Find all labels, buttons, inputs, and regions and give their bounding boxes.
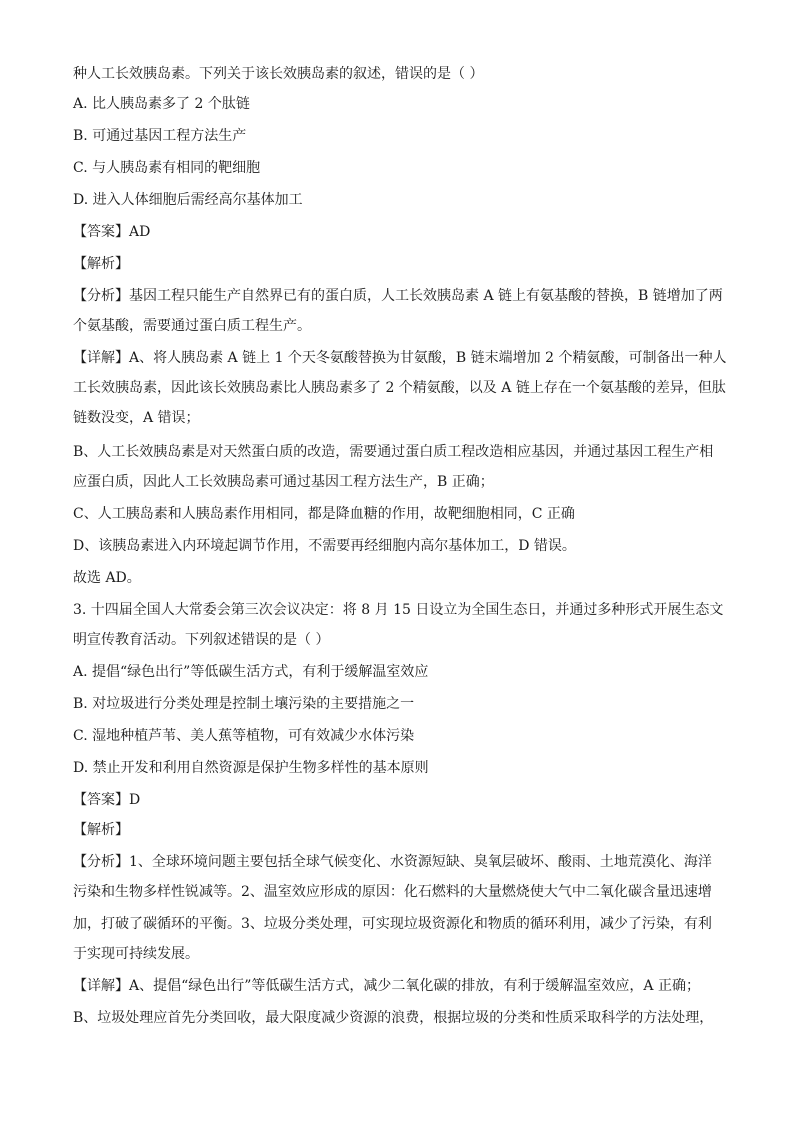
q3-xiangjie-line: 【详解】A、提倡“绿色出行”等低碳生活方式，减少二氧化碳的排放，有利于缓解温室效应，A 正确； (73, 978, 700, 994)
q3-answer: 【答案】D (73, 792, 141, 808)
q3-analysis-heading: 【解析】 (73, 822, 129, 838)
q3-fenxi-line: 于实现可持续发展。 (73, 946, 199, 962)
q2-xiangjie-line: 链数没变，A 错误； (73, 410, 200, 426)
q3-fenxi-line: 加，打破了碳循环的平衡。3、垃圾分类处理，可实现垃圾资源化和物质的循环利用，减少了污染，有利 (73, 916, 712, 932)
q2-stem-tail: 种人工长效胰岛素。下列关于该长效胰岛素的叙述，错误的是（ ） (73, 66, 484, 82)
q2-xiangjie-line: 应蛋白质，因此人工长效胰岛素可通过基因工程方法生产，B 正确； (73, 474, 494, 490)
q2-xiangjie-line: 工长效胰岛素，因此该长效胰岛素比人胰岛素多了 2 个精氨酸，以及 A 链上存在一个氨基酸的差异，但肽 (73, 380, 726, 396)
q2-option-d: D. 进入人体细胞后需经高尔基体加工 (73, 192, 303, 208)
q2-xiangjie-line: C、人工胰岛素和人胰岛素作用相同，都是降血糖的作用，故靶细胞相同，C 正确 (73, 506, 575, 522)
q2-xiangjie-line: 故选 AD。 (73, 570, 141, 586)
q2-fenxi-line: 【分析】基因工程只能生产自然界已有的蛋白质，人工长效胰岛素 A 链上有氨基酸的替换，B 链增加了两 (73, 288, 723, 304)
q2-analysis-heading: 【解析】 (73, 256, 129, 272)
q2-option-c: C. 与人胰岛素有相同的靶细胞 (73, 160, 261, 176)
q3-option-a: A. 提倡“绿色出行”等低碳生活方式，有利于缓解温室效应 (73, 664, 429, 680)
q3-option-b: B. 对垃圾进行分类处理是控制土壤污染的主要措施之一 (73, 696, 415, 712)
q3-stem-line: 3. 十四届全国人大常委会第三次会议决定：将 8 月 15 日设立为全国生态日，并通过多种形式开展生态文 (73, 602, 724, 618)
q2-xiangjie-line: B、人工长效胰岛素是对天然蛋白质的改造，需要通过蛋白质工程改造相应基因，并通过基因工程生产相 (73, 444, 714, 460)
q3-option-c: C. 湿地种植芦苇、美人蕉等植物，可有效减少水体污染 (73, 728, 415, 744)
q2-xiangjie-line: D、该胰岛素进入内环境起调节作用，不需要再经细胞内高尔基体加工，D 错误。 (73, 538, 576, 554)
q3-stem-line: 明宣传教育活动。下列叙述错误的是（ ） (73, 632, 330, 648)
q2-xiangjie-line: 【详解】A、将人胰岛素 A 链上 1 个天冬氨酸替换为甘氨酸，B 链末端增加 2 个精氨酸，可制备出一种人 (73, 350, 727, 366)
q3-xiangjie-line: B、垃圾处理应首先分类回收，最大限度减少资源的浪费，根据垃圾的分类和性质采取科学的方法处理， (73, 1010, 714, 1026)
q2-option-a: A. 比人胰岛素多了 2 个肽链 (73, 96, 250, 112)
q3-fenxi-line: 【分析】1、全球环境问题主要包括全球气候变化、水资源短缺、臭氧层破坏、酸雨、土地荒漠化、海洋 (73, 854, 712, 870)
q2-answer: 【答案】AD (73, 224, 151, 240)
q3-option-d: D. 禁止开发和利用自然资源是保护生物多样性的基本原则 (73, 760, 429, 776)
q2-option-b: B. 可通过基因工程方法生产 (73, 128, 247, 144)
q3-fenxi-line: 污染和生物多样性锐减等。2、温室效应形成的原因：化石燃料的大量燃烧使大气中二氧化碳含量迅速增 (73, 884, 712, 900)
q2-fenxi-line: 个氨基酸，需要通过蛋白质工程生产。 (73, 318, 311, 334)
